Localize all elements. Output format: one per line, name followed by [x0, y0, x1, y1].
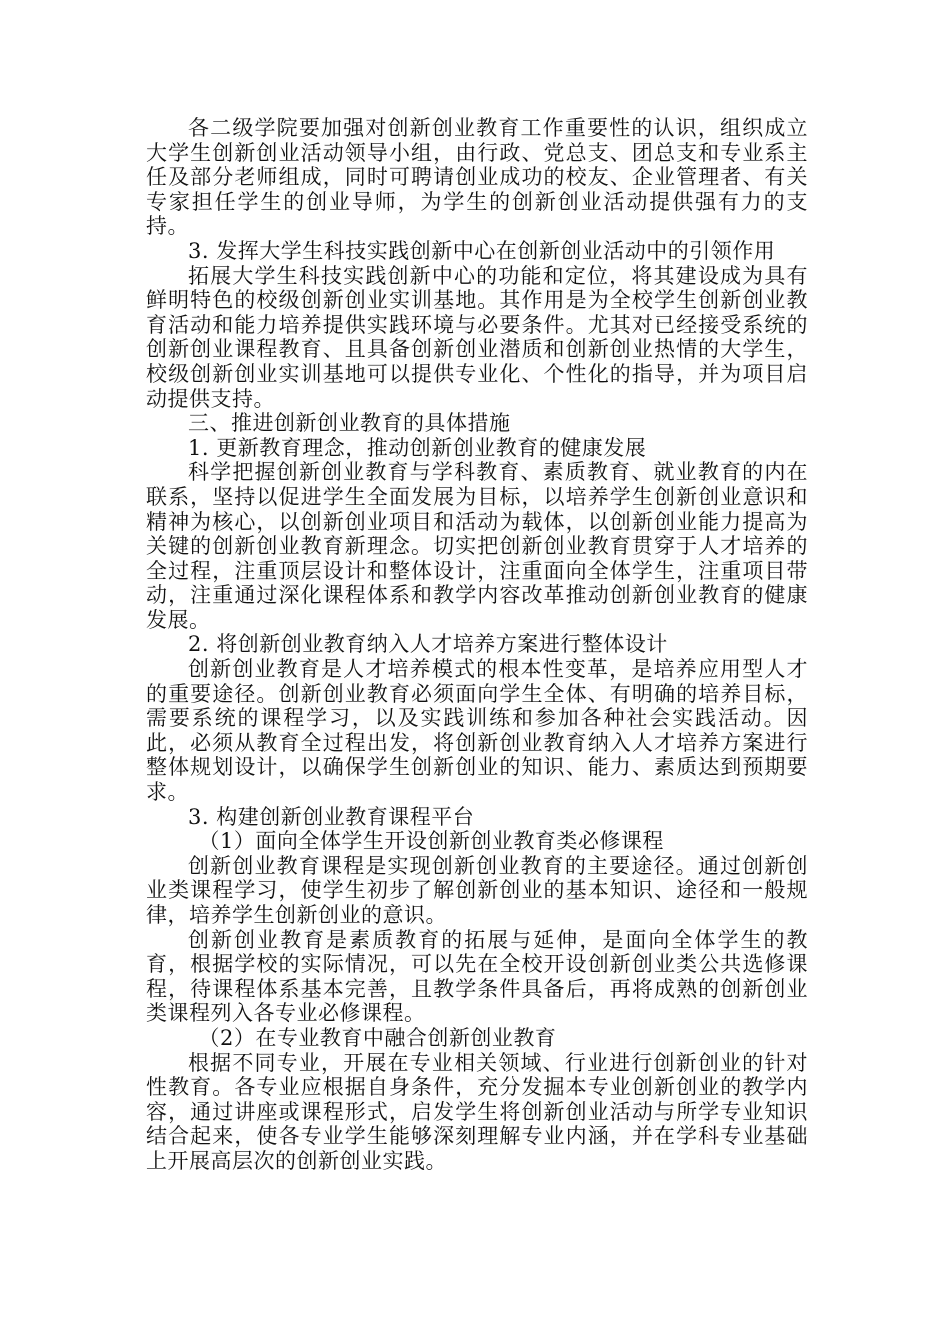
subheading-compulsory-courses: （1）面向全体学生开设创新创业教育类必修课程 [198, 829, 664, 854]
paragraph-quality-education: 创新创业教育是素质教育的拓展与延伸，是面向全体学生的教育，根据学校的实际情况，可以先在全校开设创新创业类公共选修课程，待课程体系基本完善，且教学条件具备后，再将成熟的创新创业类课程列入各专业必修课程。 [146, 927, 808, 1026]
paragraph-education-concept: 科学把握创新创业教育与学科教育、素质教育、就业教育的内在联系，坚持以促进学生全面发展为目标，以培养学生创新创业意识和精神为核心，以创新创业项目和活动为载体，以创新创业能力提高为关键的创新创业教育新理念。切实把创新创业教育贯穿于人才培养的全过程，注重顶层设计和整体设计，注重面向全体学生，注重项目带动，注重通过深化课程体系和教学内容改革推动创新创业教育的健康发展。 [146, 460, 808, 632]
paragraph-course-main-path: 创新创业教育课程是实现创新创业教育的主要途径。通过创新创业类课程学习，使学生初步了解创新创业的基本知识、途径和一般规律，培养学生创新创业的意识。 [146, 853, 808, 927]
paragraph-professional-integration: 根据不同专业，开展在专业相关领域、行业进行创新创业的针对性教育。各专业应根据自身条件，充分发掘本专业创新创业的教学内容，通过讲座或课程形式，启发学生将创新创业活动与所学专业知识结合起来，使各专业学生能够深刻理解专业内涵，并在学科专业基础上开展高层次的创新创业实践。 [146, 1050, 808, 1173]
heading-1-education-concept: 1. 更新教育理念，推动创新创业教育的健康发展 [188, 435, 647, 460]
subheading-professional-integration: （2）在专业教育中融合创新创业教育 [198, 1025, 557, 1050]
document-body [146, 116, 808, 1174]
paragraph-college-organization: 各二级学院要加强对创新创业教育工作重要性的认识，组织成立大学生创新创业活动领导小组，由行政、党总支、团总支和专业系主任及部分老师组成，同时可聘请创业成功的校友、企业管理者、有关专家担任学生的创业导师，为学生的创新创业活动提供强有力的支持。 [146, 116, 808, 239]
heading-3-course-platform: 3. 构建创新创业教育课程平台 [188, 804, 475, 829]
heading-2-training-plan: 2. 将创新创业教育纳入人才培养方案进行整体设计 [188, 632, 668, 657]
paragraph-training-plan: 创新创业教育是人才培养模式的根本性变革，是培养应用型人才的重要途径。创新创业教育必须面向学生全体、有明确的培养目标，需要系统的课程学习，以及实践训练和参加各种社会实践活动。因此，必须从教育全过程出发，将创新创业教育纳入人才培养方案进行整体规划设计，以确保学生创新创业的知识、能力、素质达到预期要求。 [146, 657, 808, 805]
heading-3-innovation-center: 3. 发挥大学生科技实践创新中心在创新创业活动中的引领作用 [188, 238, 776, 263]
paragraph-innovation-center: 拓展大学生科技实践创新中心的功能和定位，将其建设成为具有鲜明特色的校级创新创业实训基地。其作用是为全校学生创新创业教育活动和能力培养提供实践环境与必要条件。尤其对已经接受系统的创新创业课程教育、且具备创新创业潜质和创新创业热情的大学生，校级创新创业实训基地可以提供专业化、个性化的指导，并为项目启动提供支持。 [146, 263, 808, 411]
section-heading-measures: 三、推进创新创业教育的具体措施 [188, 411, 511, 436]
